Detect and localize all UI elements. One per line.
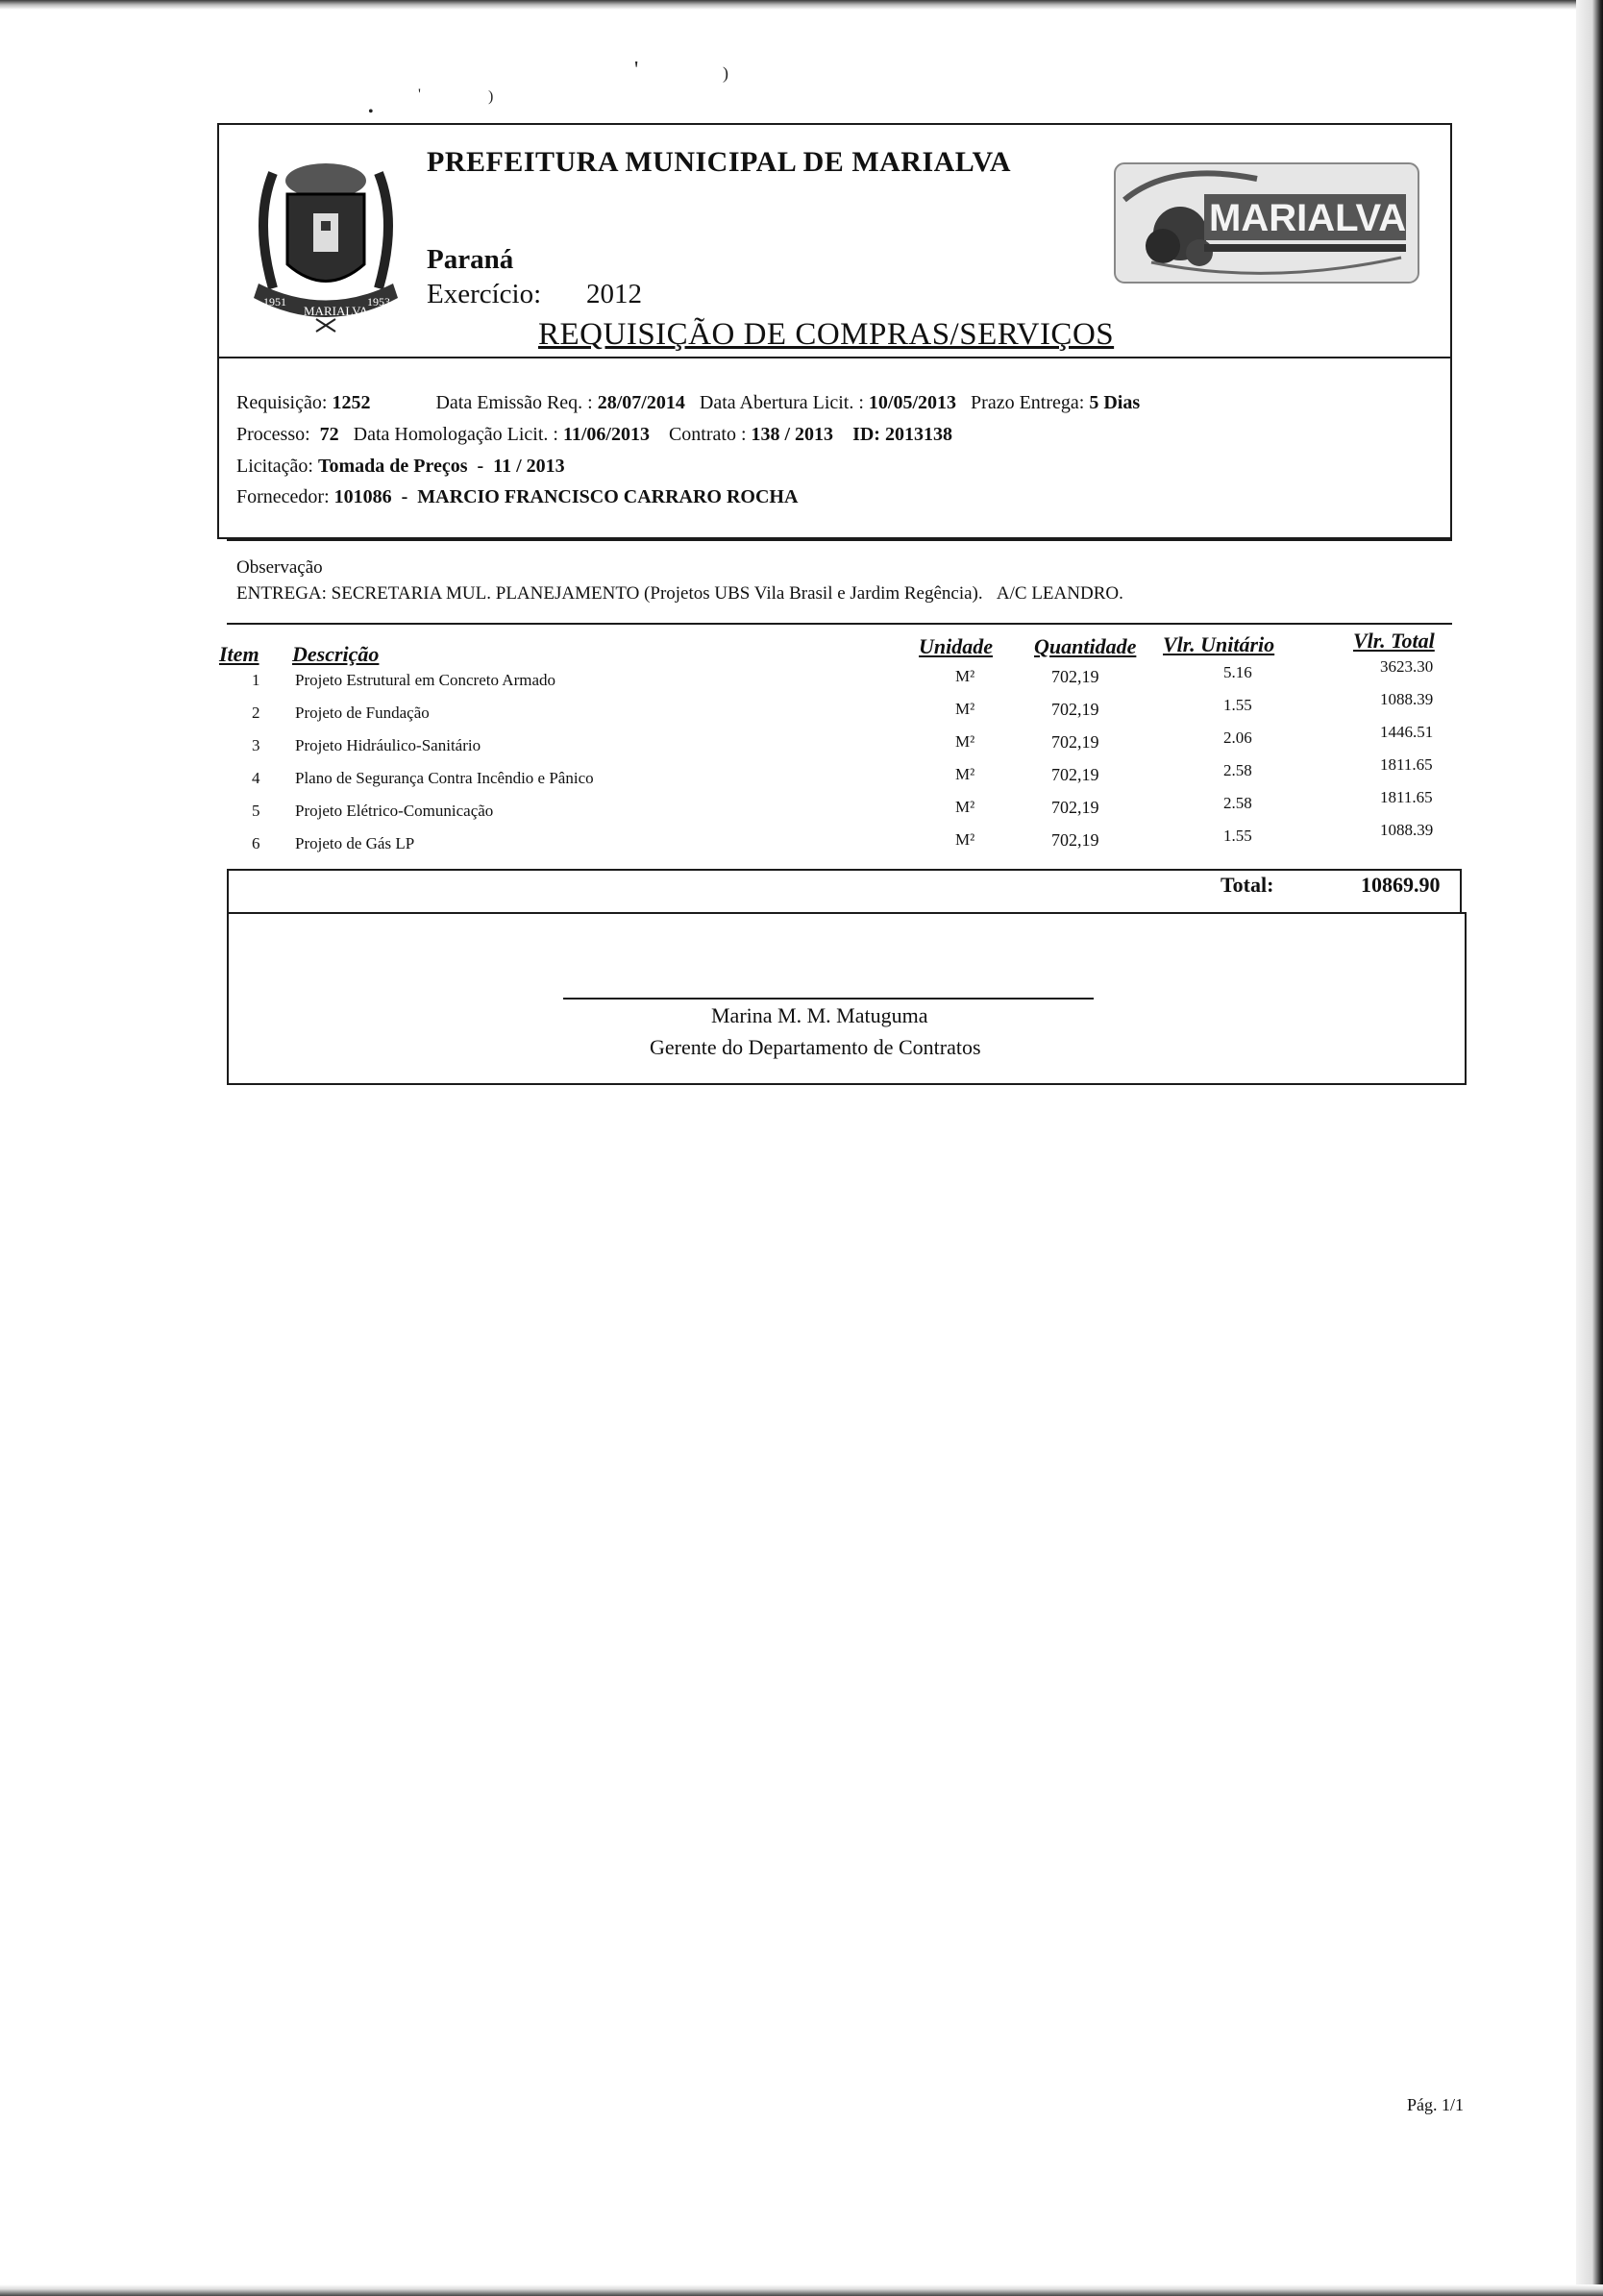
id-value: 2013138 [884, 424, 952, 445]
scan-edge-bottom [0, 2284, 1603, 2296]
info-line-4 [236, 486, 798, 508]
cell-descricao: Projeto de Gás LP [295, 834, 415, 852]
scan-edge-right [1576, 0, 1603, 2296]
req-value: 1252 [332, 392, 371, 413]
cell-unidade: M² [955, 667, 975, 685]
col-header-descricao: Descrição [292, 642, 380, 666]
col-header-unitario: Vlr. Unitário [1163, 632, 1275, 656]
observacao-label: Observação [236, 557, 323, 578]
processo-label: Processo: [236, 424, 310, 445]
document-title: REQUISIÇÃO DE COMPRAS/SERVIÇOS [538, 317, 1115, 352]
scan-speck: ) [488, 88, 494, 105]
cell-descricao: Projeto Elétrico-Comunicação [295, 802, 494, 820]
cell-item: 2 [252, 704, 260, 722]
info-line-1 [236, 392, 1140, 414]
cell-total: 1088.39 [1380, 690, 1434, 708]
signer-role: Gerente do Departamento de Contratos [650, 1035, 981, 1059]
col-header-item: Item [219, 642, 259, 666]
cell-descricao: Projeto de Fundação [295, 704, 430, 722]
total-value: 10869.90 [1361, 873, 1441, 897]
cell-unitario: 2.58 [1223, 761, 1252, 779]
cell-unidade: M² [955, 830, 975, 849]
cell-unitario: 2.58 [1223, 794, 1252, 812]
cell-quantidade: 702,19 [1051, 667, 1099, 686]
info-line-3 [236, 456, 565, 478]
prazo-value: 5 Dias [1089, 392, 1141, 413]
cell-unitario: 1.55 [1223, 696, 1252, 714]
fornecedor-value: 101086 - MARCIO FRANCISCO CARRARO ROCHA [333, 486, 799, 507]
state-name: Paraná [427, 244, 514, 275]
scan-speck: ' [634, 58, 639, 83]
svg-text:MARIALVA: MARIALVA [1209, 197, 1407, 239]
cell-item: 5 [252, 802, 260, 820]
cell-unidade: M² [955, 732, 975, 751]
cell-quantidade: 702,19 [1051, 732, 1099, 752]
signer-name: Marina M. M. Matuguma [711, 1003, 928, 1027]
fornecedor-label: Fornecedor: [236, 486, 330, 507]
scan-speck: • [368, 104, 374, 120]
cell-quantidade: 702,19 [1051, 765, 1099, 784]
cell-total: 1088.39 [1380, 821, 1434, 839]
observacao-delivery: ENTREGA: SECRETARIA MUL. PLANEJAMENTO (Projetos UBS Vila Brasil e Jardim Regência). [236, 583, 983, 604]
col-header-quantidade: Quantidade [1034, 634, 1137, 658]
cell-unitario: 1.55 [1223, 827, 1252, 845]
total-label: Total: [1221, 873, 1274, 897]
id-label: ID: [852, 424, 880, 445]
divider [227, 539, 1452, 541]
page-number: Pág. 1/1 [1407, 2095, 1465, 2114]
licitacao-value: Tomada de Preços - 11 / 2013 [317, 456, 565, 477]
prazo-label: Prazo Entrega: [971, 392, 1085, 413]
cell-quantidade: 702,19 [1051, 700, 1099, 719]
items-table [219, 625, 1468, 869]
info-line-2 [236, 424, 952, 446]
licitacao-label: Licitação: [236, 456, 313, 477]
homolog-value: 11/06/2013 [562, 424, 650, 445]
contrato-label: Contrato : [668, 424, 747, 445]
cell-total: 1811.65 [1380, 755, 1433, 774]
scan-speck: ' [418, 86, 421, 103]
cell-total: 3623.30 [1380, 657, 1434, 676]
col-header-total: Vlr. Total [1353, 629, 1435, 653]
cell-quantidade: 702,19 [1051, 830, 1099, 850]
abertura-label: Data Abertura Licit. : [699, 392, 864, 413]
processo-value: 72 [319, 424, 339, 445]
cell-unitario: 5.16 [1223, 663, 1252, 681]
svg-text:1951: 1951 [263, 295, 286, 309]
total-box [227, 869, 1462, 914]
col-header-unidade: Unidade [919, 634, 993, 658]
cell-item: 3 [252, 736, 260, 754]
cell-unidade: M² [955, 700, 975, 718]
observacao-text [236, 583, 1123, 605]
exercicio-label: Exercício: [427, 279, 542, 309]
emissao-value: 28/07/2014 [597, 392, 685, 413]
homolog-label: Data Homologação Licit. : [353, 424, 558, 445]
svg-text:MARIALVA: MARIALVA [304, 304, 369, 318]
cell-unidade: M² [955, 798, 975, 816]
cell-unitario: 2.06 [1223, 728, 1252, 747]
exercicio-value: 2012 [586, 279, 642, 309]
emissao-label: Data Emissão Req. : [435, 392, 593, 413]
cell-unidade: M² [955, 765, 975, 783]
cell-item: 1 [252, 671, 260, 689]
cell-item: 4 [252, 769, 260, 787]
cell-descricao: Plano de Segurança Contra Incêndio e Pânico [295, 769, 594, 787]
cell-descricao: Projeto Estrutural em Concreto Armado [295, 671, 555, 689]
marialva-logo [1113, 161, 1420, 284]
cell-item: 6 [252, 834, 260, 852]
req-label: Requisição: [236, 392, 328, 413]
info-box [217, 357, 1452, 539]
scan-speck: ) [723, 63, 728, 83]
prefeitura-title: PREFEITURA MUNICIPAL DE MARIALVA [427, 146, 1012, 178]
cell-total: 1446.51 [1380, 723, 1434, 741]
observacao-attn: A/C LEANDRO. [996, 583, 1123, 604]
contrato-value: 138 / 2013 [751, 424, 834, 445]
signature-line [563, 998, 1094, 1000]
cell-descricao: Projeto Hidráulico-Sanitário [295, 736, 481, 754]
abertura-value: 10/05/2013 [868, 392, 957, 413]
scan-edge-top [0, 0, 1603, 10]
municipal-seal [234, 144, 417, 336]
cell-total: 1811.65 [1380, 788, 1433, 806]
cell-quantidade: 702,19 [1051, 798, 1099, 817]
svg-text:1953: 1953 [367, 295, 390, 309]
